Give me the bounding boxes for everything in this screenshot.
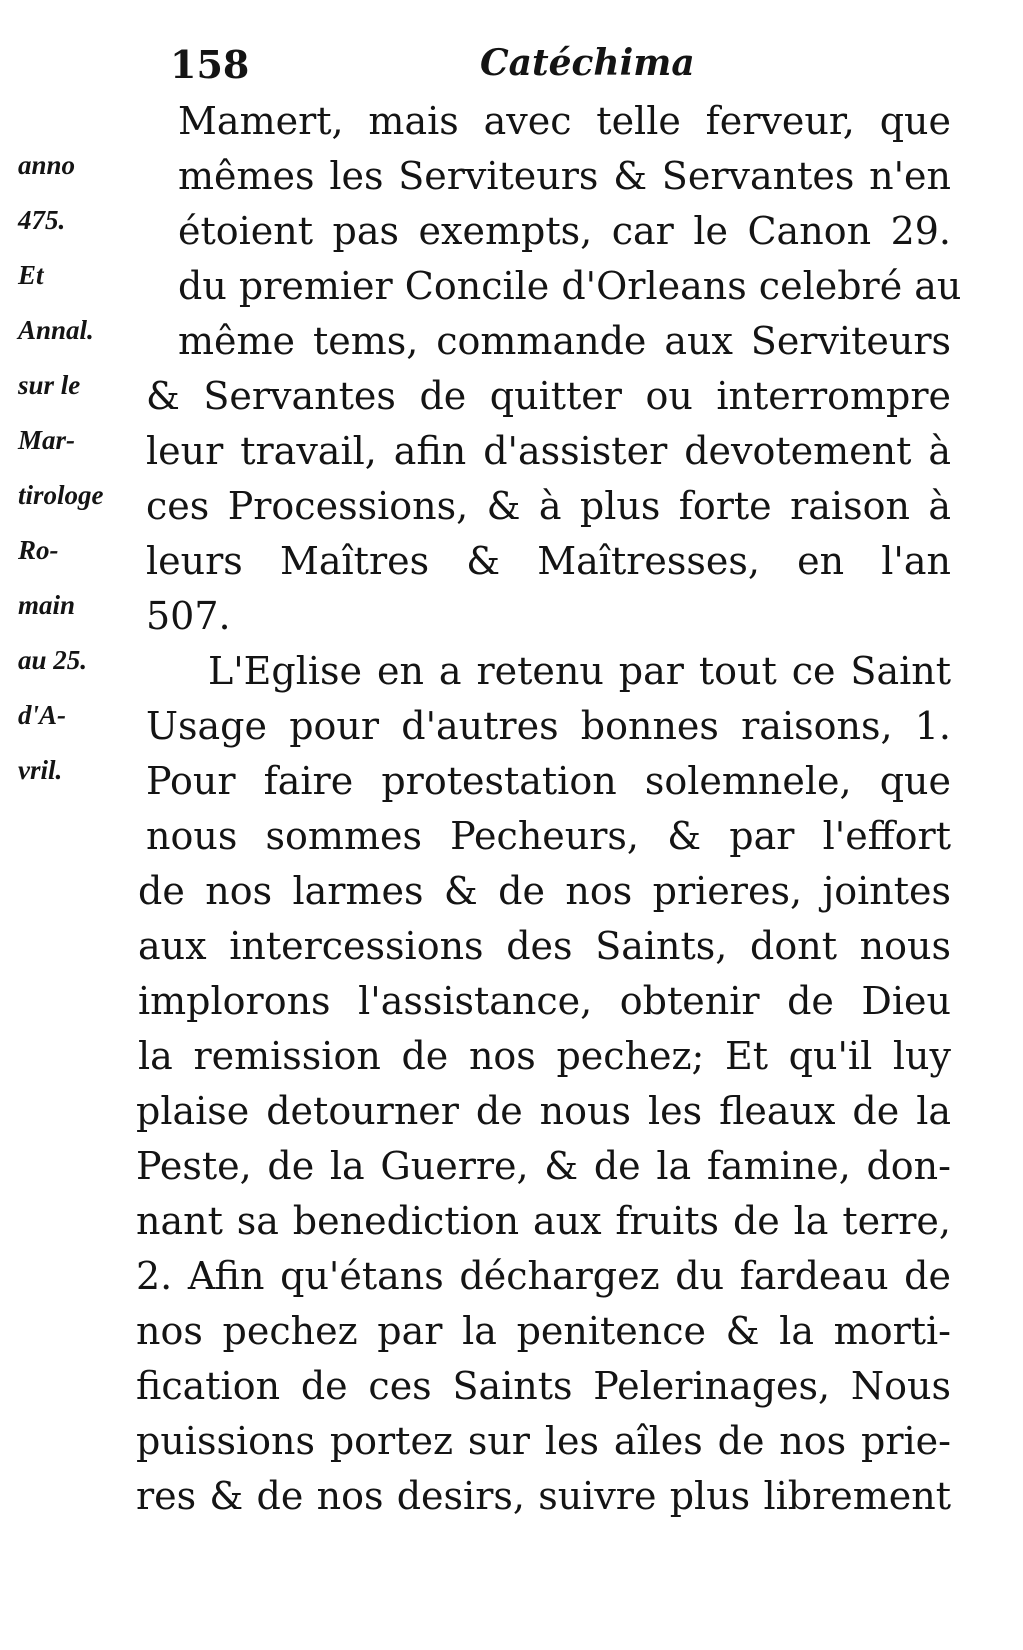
text-line: Usage pour d'autres bonnes raisons, 1. [146,704,951,748]
body-text [136,94,962,1524]
text-line: ces Processions, & à plus forte raison à [146,484,951,528]
page-number: 158 [170,42,250,87]
running-head: Catéchima [480,42,695,84]
text-line: 507. [146,594,231,638]
text-line: puissions portez sur les aîles de nos prie- [136,1419,951,1463]
margin-note-line: 475. [18,205,66,235]
margin-note-line: tirologe [18,480,104,510]
text-line: Mamert, mais avec telle ferveur, que [178,99,951,143]
text-line: du premier Concile d'Orleans celebré au [178,264,962,308]
margin-note-line: anno [18,150,76,180]
text-line: Pour faire protestation solemnele, que [146,759,951,803]
text-line: la remission de nos pechez; Et qu'il luy [138,1034,951,1078]
margin-note-line: sur le [18,370,81,400]
text-line: leurs Maîtres & Maîtresses, en l'an [146,539,951,583]
text-line: de nos larmes & de nos prieres, jointes [138,869,951,913]
margin-note-line: d'A- [18,700,67,730]
text-line: étoient pas exempts, car le Canon 29. [178,209,951,253]
text-line: & Servantes de quitter ou interrompre [146,374,951,418]
text-line: mêmes les Serviteurs & Servantes n'en [178,154,951,198]
text-line: aux intercessions des Saints, dont nous [138,924,951,968]
page-header [170,42,710,92]
text-line: res & de nos desirs, suivre plus librement [136,1474,951,1518]
margin-note-line: au 25. [18,645,88,675]
text-line: leur travail, afin d'assister devotement à [146,429,951,473]
text-line: implorons l'assistance, obtenir de Dieu [138,979,951,1023]
margin-note-line: Annal. [18,315,94,345]
text-line: nous sommes Pecheurs, & par l'effort [146,814,951,858]
text-line: même tems, commande aux Serviteurs [178,319,951,363]
margin-note-line: main [18,590,76,620]
text-line: nant sa benediction aux fruits de la terre, [136,1199,951,1243]
margin-note-line: Et [18,260,44,290]
margin-note-line: Mar- [18,425,76,455]
margin-note [18,138,148,798]
text-line: 2. Afin qu'étans déchargez du fardeau de [136,1254,951,1298]
text-line: Peste, de la Guerre, & de la famine, don- [136,1144,951,1188]
paragraph-start-line: L'Eglise en a retenu par tout ce Saint [208,649,951,693]
text-line: plaise detourner de nous les fleaux de la [136,1089,951,1133]
margin-note-line: Ro- [18,535,59,565]
text-line: nos pechez par la penitence & la morti- [136,1309,951,1353]
margin-note-line: vril. [18,755,63,785]
text-line: fication de ces Saints Pelerinages, Nous [136,1364,951,1408]
